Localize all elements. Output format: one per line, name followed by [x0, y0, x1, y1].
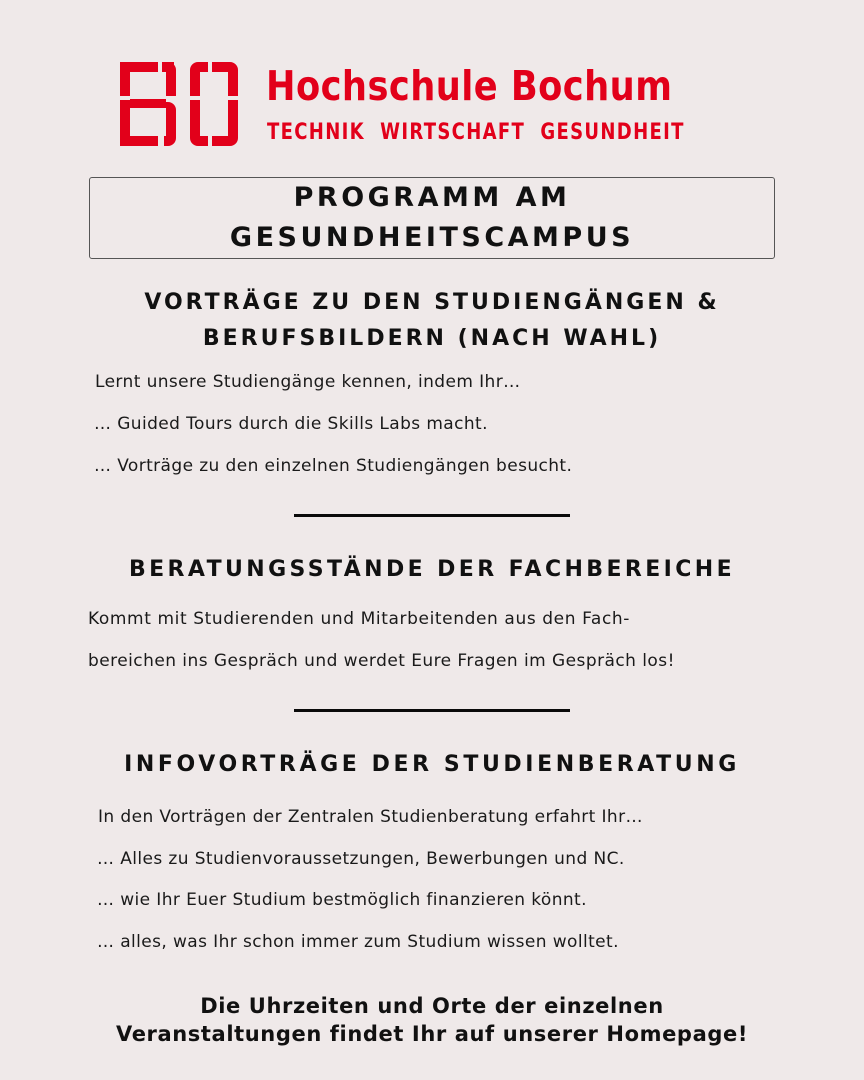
section-text-line: … Guided Tours durch die Skills Labs macht. — [94, 414, 488, 434]
section-text-line: Lernt unsere Studiengänge kennen, indem Ihr… — [95, 372, 521, 392]
section-heading-line: BERATUNGSSTÄNDE DER FACHBEREICHE — [128, 557, 736, 582]
section-heading-infovortraege — [0, 747, 864, 783]
program-title-box — [89, 177, 775, 259]
brand-tagline: TECHNIK WIRTSCHAFT GESUNDHEIT — [267, 120, 685, 145]
section-divider — [294, 514, 570, 517]
section-text-line: … Vorträge zu den einzelnen Studiengängen besucht. — [94, 456, 573, 476]
program-title-line2: GESUNDHEITSCAMPUS — [229, 222, 635, 253]
header-logo — [120, 60, 750, 150]
section-text-line: In den Vorträgen der Zentralen Studienberatung erfahrt Ihr… — [98, 807, 643, 827]
bo-logo-icon — [120, 62, 238, 146]
footer-note — [0, 992, 864, 1048]
section-text-line: Kommt mit Studierenden und Mitarbeitenden aus den Fach- — [88, 609, 631, 629]
section-heading-line: VORTRÄGE ZU DEN STUDIENGÄNGEN & — [144, 290, 720, 315]
section-heading-beratungsstaende — [0, 552, 864, 588]
section-text-line: … Alles zu Studienvoraussetzungen, Bewerbungen und NC. — [97, 849, 625, 869]
footer-line: Veranstaltungen findet Ihr auf unserer Homepage! — [115, 1022, 748, 1046]
section-text-line: … wie Ihr Euer Studium bestmöglich finanzieren könnt. — [97, 890, 587, 910]
program-title-line1: PROGRAMM AM — [293, 182, 571, 213]
section-divider — [294, 709, 570, 712]
section-heading-line: BERUFSBILDERN (NACH WAHL) — [202, 326, 662, 351]
section-heading-line: INFOVORTRÄGE DER STUDIENBERATUNG — [124, 752, 740, 777]
section-heading-vortraege — [0, 285, 864, 357]
brand-name: Hochschule Bochum — [266, 62, 673, 110]
section-text-line: bereichen ins Gespräch und werdet Eure Fragen im Gespräch los! — [88, 651, 675, 671]
section-text-line: … alles, was Ihr schon immer zum Studium wissen wolltet. — [97, 932, 619, 952]
footer-line: Die Uhrzeiten und Orte der einzelnen — [200, 994, 664, 1018]
